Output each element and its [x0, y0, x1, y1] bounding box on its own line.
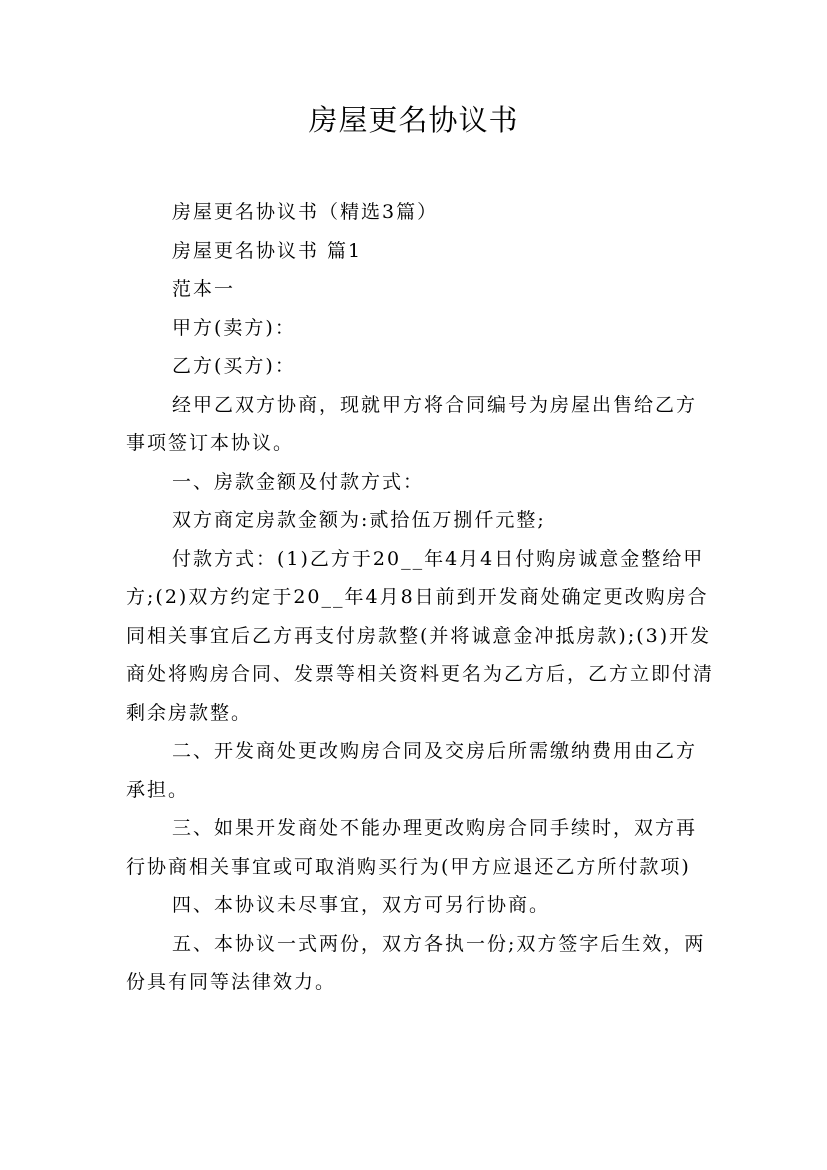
paragraph-price: 双方商定房款金额为:贰拾伍万捌仟元整; [172, 509, 546, 531]
document-body [126, 193, 716, 1002]
paragraph-party-b: 乙方(买方)： [172, 355, 296, 377]
paragraph-payment-method: 付款方式：(1)乙方于20__年4月4日付购房诚意金整给甲方;(2)双方约定于20__年4月8日前到开发商处确定更改购房合同相关事宜后乙方再支付房款整(并将诚意金冲抵房款);(3)开发商处将购房合同、发票等相关资料更名为乙方后，乙方立即付清剩余房款整。 [126, 547, 715, 724]
paragraph-clause-3: 三、如果开发商处不能办理更改购房合同手续时，双方再行协商相关事宜或可取消购买行为(甲方应退还乙方所付款项) [126, 817, 698, 878]
paragraph-section-heading: 房屋更名协议书 篇1 [172, 239, 363, 262]
document-title: 房屋更名协议书 [308, 103, 519, 137]
paragraph-clause-4: 四、本协议未尽事宜，双方可另行协商。 [172, 894, 551, 916]
paragraph-subtitle: 房屋更名协议书（精选3篇） [172, 201, 439, 223]
paragraph-clause-1-heading: 一、房款金额及付款方式： [172, 470, 425, 493]
paragraph-intro: 经甲乙双方协商，现就甲方将合同编号为房屋出售给乙方事项签订本协议。 [126, 393, 698, 454]
paragraph-party-a: 甲方(卖方)： [172, 316, 296, 339]
paragraph-clause-5: 五、本协议一式两份，双方各执一份;双方签字后生效，两份具有同等法律效力。 [126, 932, 706, 993]
paragraph-clause-2: 二、开发商处更改购房合同及交房后所需缴纳费用由乙方承担。 [126, 740, 698, 801]
paragraph-template-label: 范本一 [172, 278, 236, 300]
